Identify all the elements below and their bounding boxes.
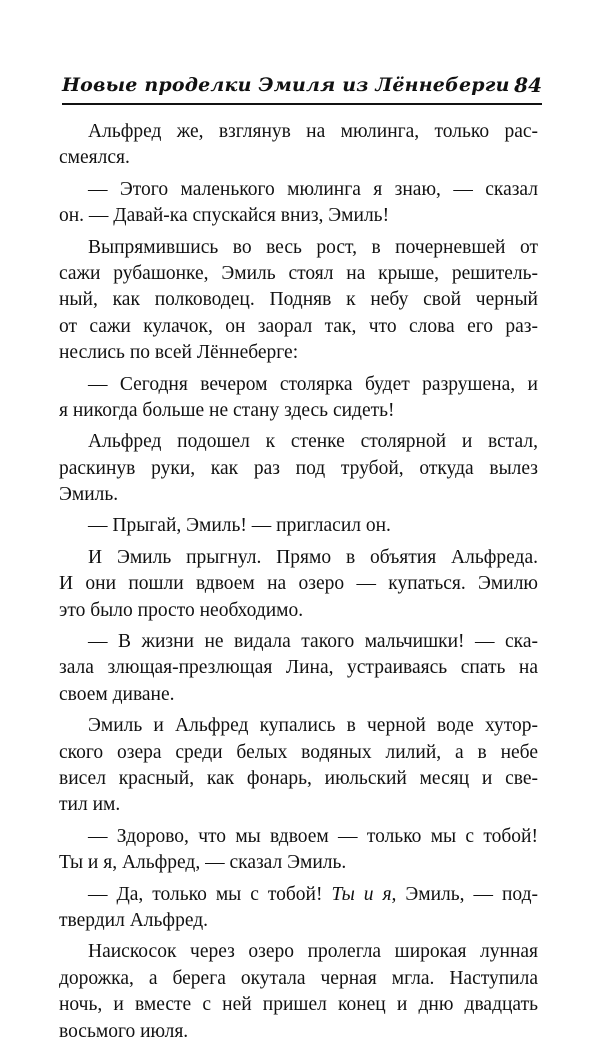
text-line <box>88 882 538 908</box>
paragraph <box>59 119 538 172</box>
body-text <box>59 119 538 1050</box>
text-line: ского озера среди белых водяных лилий, а в небе <box>59 741 538 763</box>
header-divider <box>62 103 542 105</box>
text-line: Эмиль. <box>59 484 119 506</box>
text-line: сажи рубашонке, Эмиль стоял на крыше, решитель- <box>59 262 538 284</box>
paragraph <box>88 513 538 539</box>
text-line: это было просто необходимо. <box>59 599 304 621</box>
paragraph <box>59 177 538 230</box>
text-line: — Здорово, что мы вдвоем — только мы с тобой! <box>88 825 538 847</box>
text-run: Эмиль, — под- <box>396 883 538 905</box>
text-line: — В жизни не видала такого мальчишки! — ска- <box>88 631 538 653</box>
text-line: неслись по всей Лённеберге: <box>59 342 299 364</box>
text-line: И Эмиль прыгнул. Прямо в объятия Альфреда. <box>88 546 538 568</box>
text-run: — Да, только мы с тобой! <box>88 883 332 905</box>
text-line: своем диване. <box>59 683 175 705</box>
text-line: ный, как полководец. Подняв к небу свой черный <box>59 289 538 311</box>
text-line: Альфред же, взглянув на мюлинга, только рас- <box>88 121 538 142</box>
text-line: — Прыгай, Эмиль! — пригласил он. <box>88 515 391 537</box>
text-line: раскинув руки, как раз под трубой, откуда вылез <box>59 457 538 479</box>
paragraph <box>59 824 538 877</box>
text-line: ночь, и вместе с ней пришел конец и дню двадцать <box>59 994 538 1016</box>
italic-text-run: Ты и я, <box>331 883 397 905</box>
text-line: Выпрямившись во весь рост, в почерневшей от <box>88 236 538 258</box>
text-line: Альфред подошел к стенке столярной и встал, <box>88 431 538 453</box>
paragraph <box>59 629 538 708</box>
text-line: Наискосок через озеро пролегла широкая лунная <box>88 941 538 963</box>
text-line: дорожка, а берега окутала черная мгла. Наступила <box>59 967 538 989</box>
paragraph <box>59 545 538 624</box>
paragraph <box>59 882 538 935</box>
text-line: я никогда больше не стану здесь сидеть! <box>59 399 395 421</box>
text-line: зала злющая-презлющая Лина, устраиваясь спать на <box>59 657 538 679</box>
text-line: восьмого июля. <box>59 1020 189 1042</box>
text-line: Эмиль и Альфред купались в черной воде хутор- <box>88 715 538 737</box>
text-line: твердил Альфред. <box>59 909 209 931</box>
text-line: смеялся. <box>59 147 130 169</box>
paragraph <box>59 429 538 508</box>
page-number: 84 <box>514 73 542 97</box>
text-line: тил им. <box>59 794 121 816</box>
text-line: — Сегодня вечером столярка будет разрушена, и <box>88 373 538 395</box>
running-header <box>62 70 542 104</box>
running-title: Новые проделки Эмиля из Лённеберги <box>62 74 510 96</box>
paragraph <box>59 372 538 425</box>
text-line: Ты и я, Альфред, — сказал Эмиль. <box>59 852 347 874</box>
text-line: — Этого маленького мюлинга я знаю, — сказал <box>88 178 538 200</box>
paragraph <box>59 235 538 367</box>
text-line: он. — Давай-ка спускайся вниз, Эмиль! <box>59 205 390 227</box>
text-line: И они пошли вдвоем на озеро — купаться. Эмилю <box>59 573 538 595</box>
text-line: от сажи кулачок, он заорал так, что слова его раз- <box>59 315 538 337</box>
text-line: висел красный, как фонарь, июльский месяц и све- <box>59 767 538 789</box>
paragraph <box>59 713 538 819</box>
paragraph <box>59 939 538 1045</box>
